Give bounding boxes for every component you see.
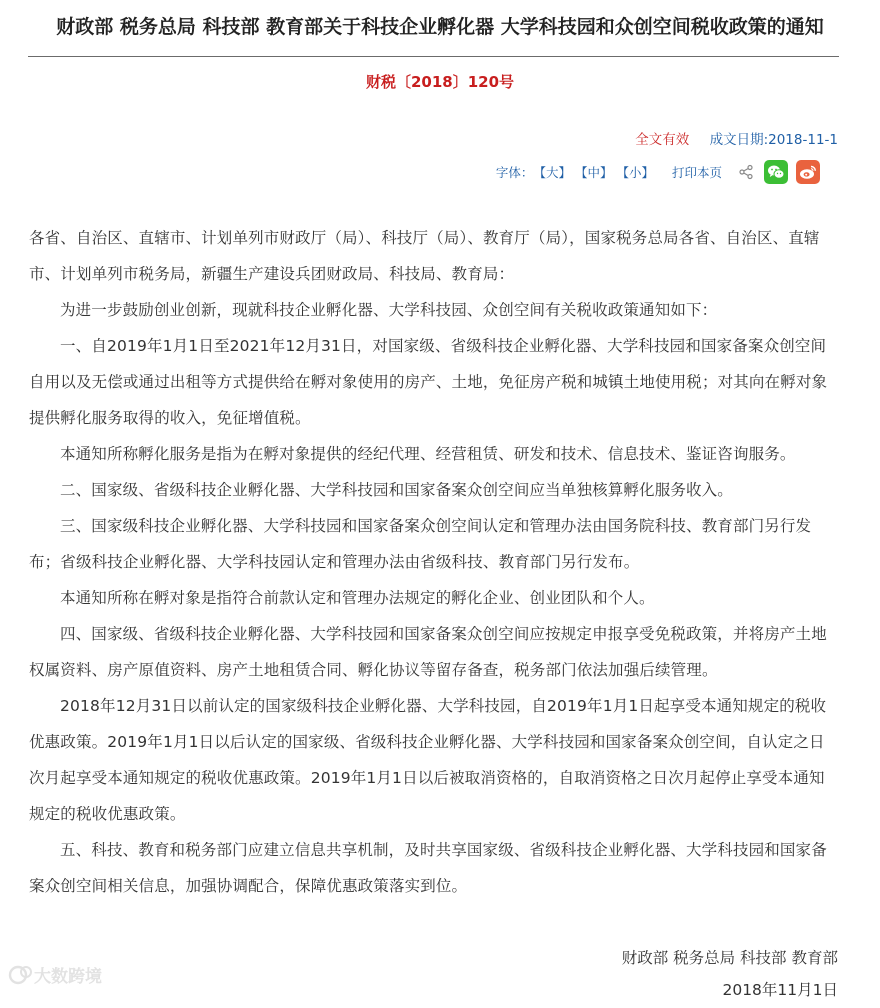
toolbar xyxy=(496,160,828,184)
signature-date: 2018年11月1日 xyxy=(722,981,838,999)
clause-3-paragraph: 三、国家级科技企业孵化器、大学科技园和国家备案众创空间认定和管理办法由国务院科技、教育部门另行发布；省级科技企业孵化器、大学科技园认定和管理办法由省级科技、教育部门另行发布。 xyxy=(29,517,812,571)
watermark-logo-icon xyxy=(8,964,34,986)
wechat-share-icon[interactable] xyxy=(764,160,788,184)
title-divider xyxy=(28,56,839,57)
font-small-link[interactable]: 【小】 xyxy=(616,165,654,180)
watermark xyxy=(8,962,102,987)
clause-1-paragraph: 一、自2019年1月1日至2021年12月31日，对国家级、省级科技企业孵化器、大学科技园和国家备案众创空间自用以及无偿或通过出租等方式提供给在孵对象使用的房产、土地，免征房产税和城镇土地使用税；对其向在孵对象提供孵化服务取得的收入，免征增值税。 xyxy=(29,337,828,427)
font-size-label: 字体： xyxy=(495,165,534,180)
font-medium-link[interactable]: 【中】 xyxy=(574,165,613,180)
weibo-share-icon[interactable] xyxy=(796,160,820,184)
issue-date: 成文日期:2018-11-1 xyxy=(709,132,838,148)
intro-paragraph: 为进一步鼓励创业创新，现就科技企业孵化器、大学科技园、众创空间有关税收政策通知如下： xyxy=(60,301,718,319)
clause-5-paragraph: 五、科技、教育和税务部门应建立信息共享机制，及时共享国家级、省级科技企业孵化器、大学科技园和国家备案众创空间相关信息，加强协调配合，保障优惠政策落实到位。 xyxy=(29,841,827,895)
document-title: 财政部 税务总局 科技部 教育部关于科技企业孵化器 大学科技园和众创空间税收政策的通知 xyxy=(56,16,824,38)
validity-status: 全文有效 xyxy=(635,132,690,148)
clause-3-note-paragraph: 本通知所称在孵对象是指符合前款认定和管理办法规定的孵化企业、创业团队和个人。 xyxy=(60,589,655,607)
clause-2-paragraph: 二、国家级、省级科技企业孵化器、大学科技园和国家备案众创空间应当单独核算孵化服务收入。 xyxy=(60,481,733,499)
effective-date-paragraph: 2018年12月31日以前认定的国家级科技企业孵化器、大学科技园，自2019年1月1日起享受本通知规定的税收优惠政策。2019年1月1日以后认定的国家级、省级科技企业孵化器、大学科技园和国家备案众创空间，自认定之日次月起享受本通知规定的税收优惠政策。2019年1月1日以后被取消资格的，自取消资格之日次月起停止享受本通知规定的税收优惠政策。 xyxy=(29,697,827,823)
issuing-departments: 财政部 税务总局 科技部 教育部 xyxy=(621,949,838,967)
watermark-text: 大数跨境 xyxy=(34,967,102,987)
font-large-link[interactable]: 【大】 xyxy=(533,165,571,180)
clause-4-paragraph: 四、国家级、省级科技企业孵化器、大学科技园和国家备案众创空间应按规定申报享受免税政策，并将房产土地权属资料、房产原值资料、房产土地租赁合同、孵化协议等留存备查，税务部门依法加强后续管理。 xyxy=(29,625,827,679)
print-page-link[interactable]: 打印本页 xyxy=(671,165,722,180)
document-number: 财税〔2018〕120号 xyxy=(365,73,515,91)
signature-block xyxy=(622,940,838,1008)
document-meta xyxy=(635,128,838,148)
addressee-paragraph: 各省、自治区、直辖市、计划单列市财政厅（局）、科技厅（局）、教育厅（局），国家税务总局各省、自治区、直辖市、计划单列市税务局，新疆生产建设兵团财政局、科技局、教育局： xyxy=(29,229,820,283)
share-icon[interactable] xyxy=(738,164,754,180)
clause-1-note-paragraph: 本通知所称孵化服务是指为在孵对象提供的经纪代理、经营租赁、研发和技术、信息技术、鉴证咨询服务。 xyxy=(60,445,796,463)
document-body xyxy=(29,220,839,904)
